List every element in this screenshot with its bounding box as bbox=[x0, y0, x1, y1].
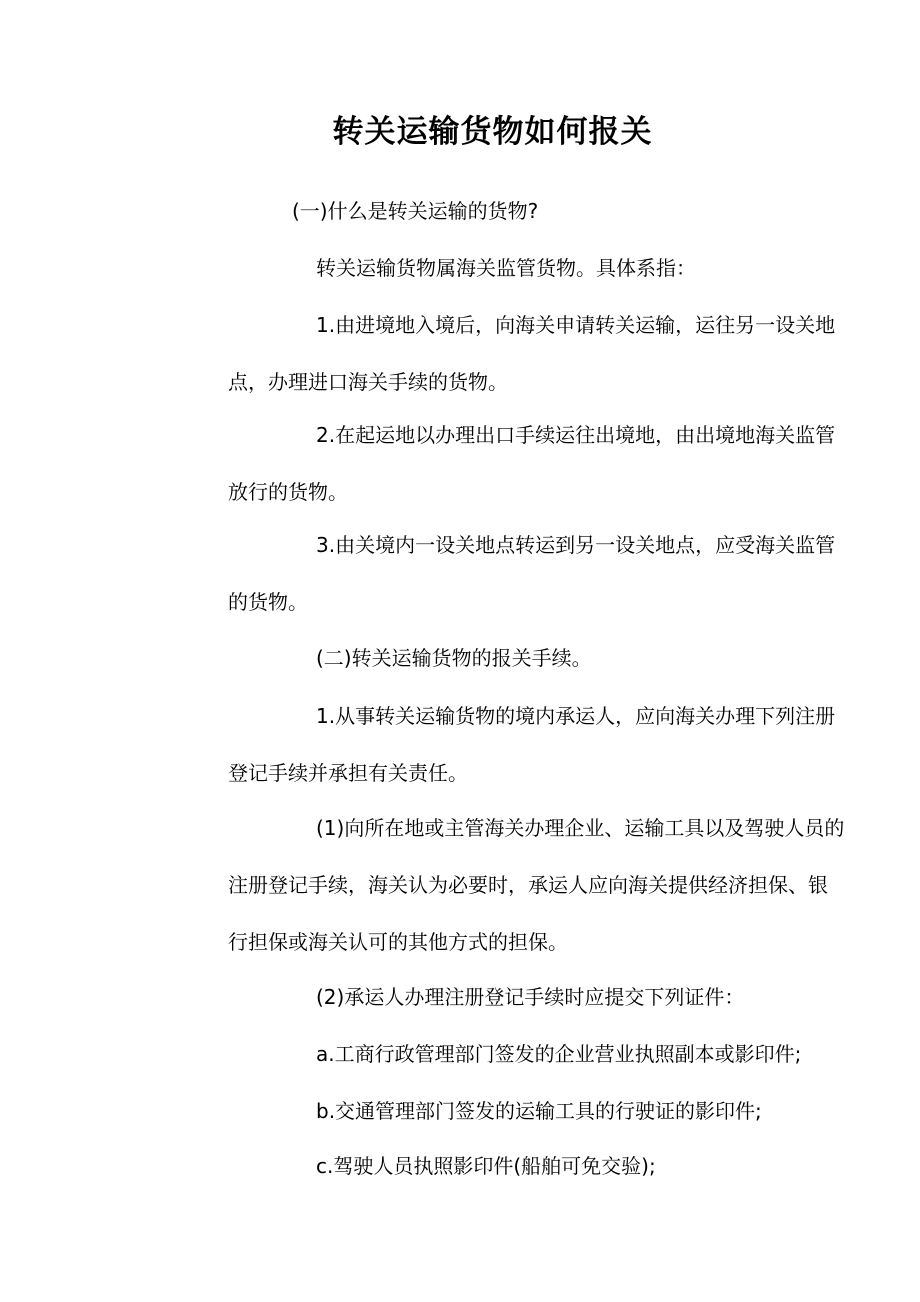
text-line: 2.在起运地以办理出口手续运往出境地，由出境地海关监管 bbox=[316, 423, 836, 447]
document-title: 转关运输货物如何报关 bbox=[332, 114, 653, 150]
text-line: (2)承运人办理注册登记手续时应提交下列证件： bbox=[316, 985, 745, 1009]
paragraph-item-3 bbox=[140, 517, 836, 631]
text-line: 注册登记手续，海关认为必要时，承运人应向海关提供经济担保、银 bbox=[228, 873, 828, 897]
text-line: 转关运输货物属海关监管货物。具体系指： bbox=[316, 256, 696, 280]
text-line: 1.由进境地入境后，向海关申请转关运输，运往另一设关地 bbox=[316, 313, 836, 337]
paragraph-section-2-heading bbox=[140, 630, 785, 687]
text-line: 的货物。 bbox=[228, 590, 308, 614]
text-line: 点，办理进口海关手续的货物。 bbox=[228, 370, 508, 394]
text-line: (一)什么是转关运输的货物? bbox=[292, 199, 539, 223]
paragraph-doc-b bbox=[140, 1083, 785, 1140]
text-line: 行担保或海关认可的其他方式的担保。 bbox=[228, 930, 568, 954]
text-line: 放行的货物。 bbox=[228, 480, 348, 504]
text-line: a.工商行政管理部门签发的企业营业执照副本或影印件; bbox=[316, 1042, 802, 1066]
paragraph-definition bbox=[140, 240, 785, 297]
text-line: 1.从事转关运输货物的境内承运人，应向海关办理下列注册 bbox=[316, 704, 836, 728]
text-line: 登记手续并承担有关责任。 bbox=[228, 761, 468, 785]
paragraph-doc-a bbox=[140, 1026, 802, 1083]
paragraph-carrier-1 bbox=[140, 688, 836, 802]
paragraph-item-1 bbox=[140, 297, 836, 411]
paragraph-carrier-sub-2 bbox=[140, 969, 785, 1026]
text-line: b.交通管理部门签发的运输工具的行驶证的影印件; bbox=[316, 1099, 762, 1123]
text-line: (1)向所在地或主管海关办理企业、运输工具以及驾驶人员的 bbox=[316, 816, 845, 840]
text-line: c.驾驶人员执照影印件(船舶可免交验); bbox=[316, 1154, 656, 1178]
text-line: 3.由关境内一设关地点转运到另一设关地点，应受海关监管 bbox=[316, 533, 836, 557]
paragraph-section-1-heading bbox=[140, 183, 785, 240]
paragraph-item-2 bbox=[140, 407, 836, 521]
text-line: (二)转关运输货物的报关手续。 bbox=[316, 646, 592, 670]
paragraph-carrier-sub-1 bbox=[140, 800, 845, 971]
paragraph-doc-c bbox=[140, 1138, 785, 1195]
